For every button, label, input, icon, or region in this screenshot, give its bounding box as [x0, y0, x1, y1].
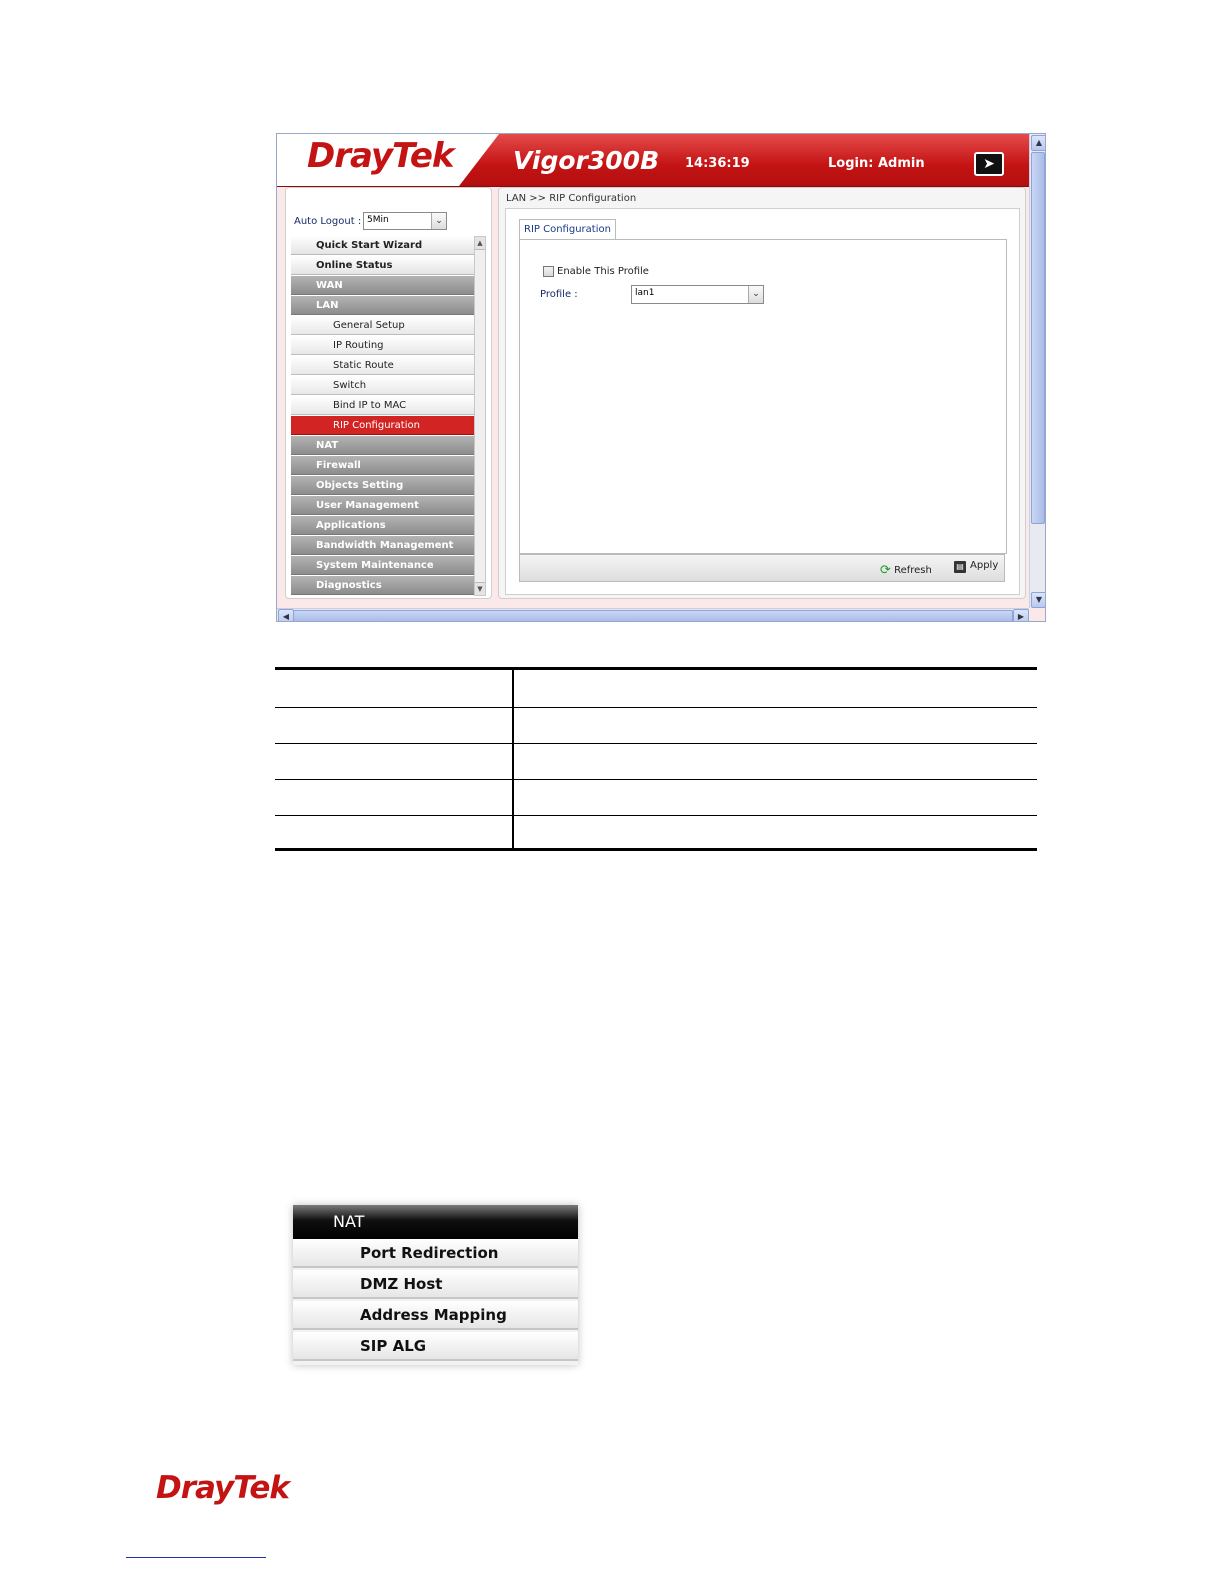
- sidebar: [285, 187, 492, 599]
- scroll-down-icon[interactable]: ▼: [475, 582, 485, 595]
- router-web-ui-screenshot: [276, 133, 1046, 622]
- enable-profile-checkbox[interactable]: [543, 266, 554, 277]
- sidebar-item-diagnostics[interactable]: Diagnostics: [291, 576, 474, 595]
- scroll-down-icon[interactable]: ▼: [1031, 592, 1046, 608]
- sidebar-item-quick-start-wizard[interactable]: Quick Start Wizard: [291, 236, 474, 255]
- chevron-down-icon[interactable]: ⌄: [748, 286, 763, 303]
- table-row: [275, 707, 1037, 744]
- apply-button[interactable]: [954, 560, 998, 572]
- scroll-right-icon[interactable]: ▶: [1013, 609, 1029, 622]
- logout-icon[interactable]: ➤: [974, 152, 1004, 176]
- refresh-button[interactable]: [880, 562, 932, 577]
- nat-item-sip-alg[interactable]: SIP ALG: [293, 1332, 578, 1361]
- nat-item-address-mapping[interactable]: Address Mapping: [293, 1301, 578, 1330]
- sidebar-item-system-maintenance[interactable]: System Maintenance: [291, 556, 474, 575]
- table-row: [275, 743, 1037, 780]
- draytek-logo: DrayTek: [307, 136, 454, 176]
- browser-horizontal-scrollbar[interactable]: [277, 608, 1029, 622]
- sidebar-item-general-setup[interactable]: General Setup: [291, 316, 474, 335]
- sidebar-item-firewall[interactable]: Firewall: [291, 456, 474, 475]
- scroll-up-icon[interactable]: ▲: [475, 237, 485, 250]
- footer-link-underline: [126, 1557, 266, 1558]
- profile-value: lan1: [635, 288, 655, 298]
- sidebar-item-user-management[interactable]: User Management: [291, 496, 474, 515]
- chevron-down-icon[interactable]: ⌄: [431, 213, 446, 229]
- scroll-thumb-horizontal[interactable]: [293, 610, 1013, 622]
- enable-profile-label: Enable This Profile: [557, 266, 649, 277]
- save-icon: ▤: [954, 561, 966, 573]
- refresh-icon: ⟳: [880, 563, 891, 578]
- scroll-up-icon[interactable]: ▲: [1031, 135, 1046, 151]
- profile-select[interactable]: [631, 285, 764, 304]
- sidebar-menu: [291, 236, 474, 596]
- sidebar-item-objects-setting[interactable]: Objects Setting: [291, 476, 474, 495]
- apply-label: Apply: [970, 560, 999, 571]
- table-header-row: [275, 670, 1037, 708]
- sidebar-item-applications[interactable]: Applications: [291, 516, 474, 535]
- sidebar-item-bind-ip-to-mac[interactable]: Bind IP to MAC: [291, 396, 474, 415]
- top-banner: [277, 134, 1029, 187]
- button-bar: [519, 554, 1005, 582]
- breadcrumb: LAN >> RIP Configuration: [506, 193, 637, 204]
- sidebar-item-static-route[interactable]: Static Route: [291, 356, 474, 375]
- sidebar-item-online-status[interactable]: Online Status: [291, 256, 474, 275]
- auto-logout-select[interactable]: [363, 212, 447, 230]
- sidebar-item-ip-routing[interactable]: IP Routing: [291, 336, 474, 355]
- tab-pane: [519, 239, 1007, 554]
- nat-item-dmz-host[interactable]: DMZ Host: [293, 1270, 578, 1299]
- clock: 14:36:19: [685, 156, 750, 171]
- model-name: Vigor300B: [513, 146, 660, 175]
- sidebar-item-lan[interactable]: LAN: [291, 296, 474, 315]
- sidebar-item-bandwidth-management[interactable]: Bandwidth Management: [291, 536, 474, 555]
- refresh-label: Refresh: [894, 565, 932, 576]
- description-table: [275, 667, 1037, 851]
- browser-vertical-scrollbar[interactable]: [1029, 134, 1046, 608]
- sidebar-item-nat[interactable]: NAT: [291, 436, 474, 455]
- sidebar-item-rip-configuration[interactable]: RIP Configuration: [291, 416, 474, 435]
- footer-draytek-logo: DrayTek: [156, 1470, 289, 1506]
- auto-logout-label: Auto Logout :: [294, 216, 362, 227]
- main-panel: [498, 187, 1026, 599]
- content-area: [505, 208, 1020, 595]
- sidebar-item-switch[interactable]: Switch: [291, 376, 474, 395]
- sidebar-item-wan[interactable]: WAN: [291, 276, 474, 295]
- tab-rip-configuration[interactable]: RIP Configuration: [519, 219, 616, 240]
- nat-menu-title[interactable]: NAT: [293, 1205, 578, 1239]
- profile-label: Profile :: [540, 289, 578, 300]
- login-status: Login: Admin: [828, 156, 925, 171]
- table-row: [275, 779, 1037, 816]
- scroll-left-icon[interactable]: ◀: [278, 609, 294, 622]
- nat-menu-illustration: [293, 1205, 578, 1365]
- sidebar-scrollbar[interactable]: [474, 236, 486, 596]
- scroll-thumb[interactable]: [1031, 152, 1045, 524]
- nat-item-port-redirection[interactable]: Port Redirection: [293, 1239, 578, 1268]
- table-column-divider: [512, 670, 514, 848]
- auto-logout-value: 5Min: [367, 215, 389, 225]
